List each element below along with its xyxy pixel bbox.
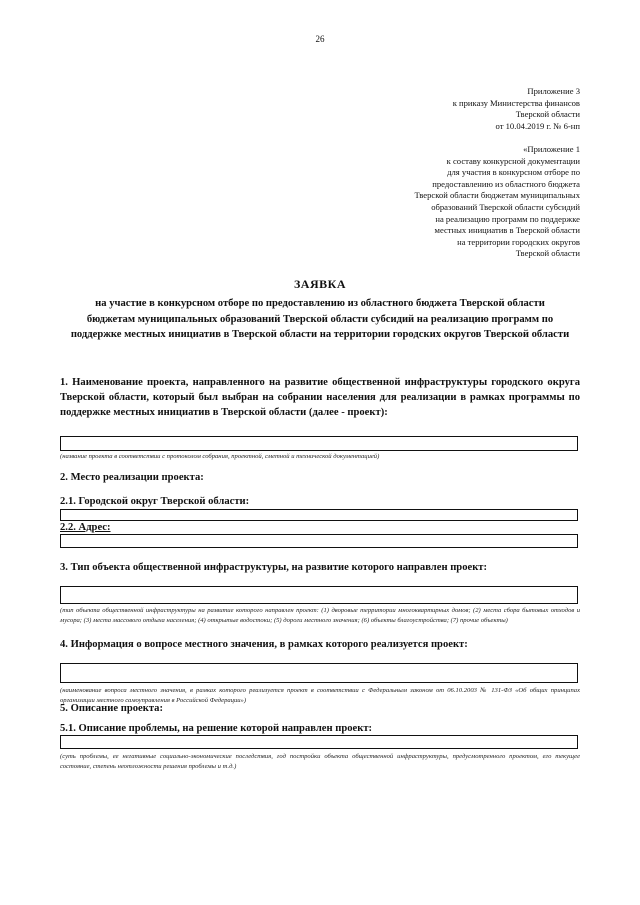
attachment-3-header [453, 86, 580, 132]
attachment-1-line: на реализацию программ по поддержке [435, 213, 580, 224]
section-2-2-label: 2.2. Адрес: [60, 522, 111, 533]
section-4-heading: 4. Информация о вопросе местного значения, в рамках которого реализуется проект: [60, 639, 468, 650]
attachment-1-line: «Приложение 1 [523, 144, 580, 154]
attachment-1-header [414, 144, 580, 260]
section-5-heading: 5. Описание проекта: [60, 703, 163, 714]
object-type-note: (тип объекта общественной инфраструктуры на развитие которого направлен проект: (1) дворовые территории многоквартирных домов; (2) места сбора бытовых отходов и мусора; (3) места массового отдыха населения; (4) открытые водостоки; (5) дороги местного значения; (6) объекты благоустройства; (7) прочие объекты) [60, 607, 580, 624]
attachment-1-line: к составу конкурсной документации [446, 155, 580, 166]
object-type-field[interactable] [60, 586, 578, 604]
attachment-3-line: Тверской области [515, 109, 580, 120]
attachment-3-line: от 10.04.2019 г. № 6-нп [495, 120, 580, 131]
section-2-2-heading [60, 520, 580, 535]
attachment-1-line: местных инициатив в Тверской области [434, 225, 580, 236]
attachment-3-line: Приложение 3 [527, 86, 580, 96]
section-3-heading: 3. Тип объекта общественной инфраструктуры, на развитие которого направлен проект: [60, 562, 488, 573]
attachment-1-line: на территории городских округов [457, 236, 580, 247]
attachment-1-line: предоставлению из областного бюджета [432, 178, 580, 189]
problem-description-field[interactable] [60, 735, 578, 749]
document-title: ЗАЯВКА [293, 277, 347, 291]
project-name-field[interactable] [60, 436, 578, 451]
attachment-1-line: Тверской области бюджетам муниципальных [414, 190, 580, 201]
document-subtitle: на участие в конкурсном отборе по предоставлению из областного бюджета Тверской области бюджетам муниципальных образований Тверской области субсидий на реализацию программ по поддержке местных инициатив в Тверской области на территории городских округов Тверской области [70, 298, 570, 341]
attachment-3-line: к приказу Министерства финансов [452, 97, 580, 108]
attachment-1-line: Тверской области [515, 248, 580, 259]
section-5-1-heading: 5.1. Описание проблемы, на решение которой направлен проект: [60, 723, 373, 734]
section-2-1-heading: 2.1. Городской округ Тверской области: [60, 496, 250, 507]
section-1-heading: 1. Наименование проекта, направленного на развитие общественной инфраструктуры городского округа Тверской области, который был выбран на собрании населения для реализации в рамках программы по поддержке местных инициатив в Тверской области (далее - проект): [60, 377, 580, 418]
page-number: 26 [315, 34, 325, 44]
attachment-1-line: для участия в конкурсном отборе по [447, 167, 580, 178]
problem-description-note: (суть проблемы, ее негативные социально-экономические последствия, год постройки объекта общественной инфраструктуры, предусмотренного проектом, его текущее состояние, степень неотложности решения проблемы и т.д.) [60, 753, 580, 770]
address-field[interactable] [60, 534, 578, 548]
attachment-1-line: образований Тверской области субсидий [431, 201, 580, 212]
local-issue-note: (наименование вопроса местного значения, в рамках которого реализуется проект в соответствии с Федеральным законом от 06.10.2003 № 131-ФЗ «Об общих принципах организации местного самоуправления в Российской Федерации») [60, 687, 580, 704]
section-2-heading: 2. Место реализации проекта: [60, 472, 204, 483]
project-name-note: (название проекта в соответствии с протоколом собрания, проектной, сметной и технической документацией) [60, 453, 380, 460]
local-issue-field[interactable] [60, 663, 578, 683]
